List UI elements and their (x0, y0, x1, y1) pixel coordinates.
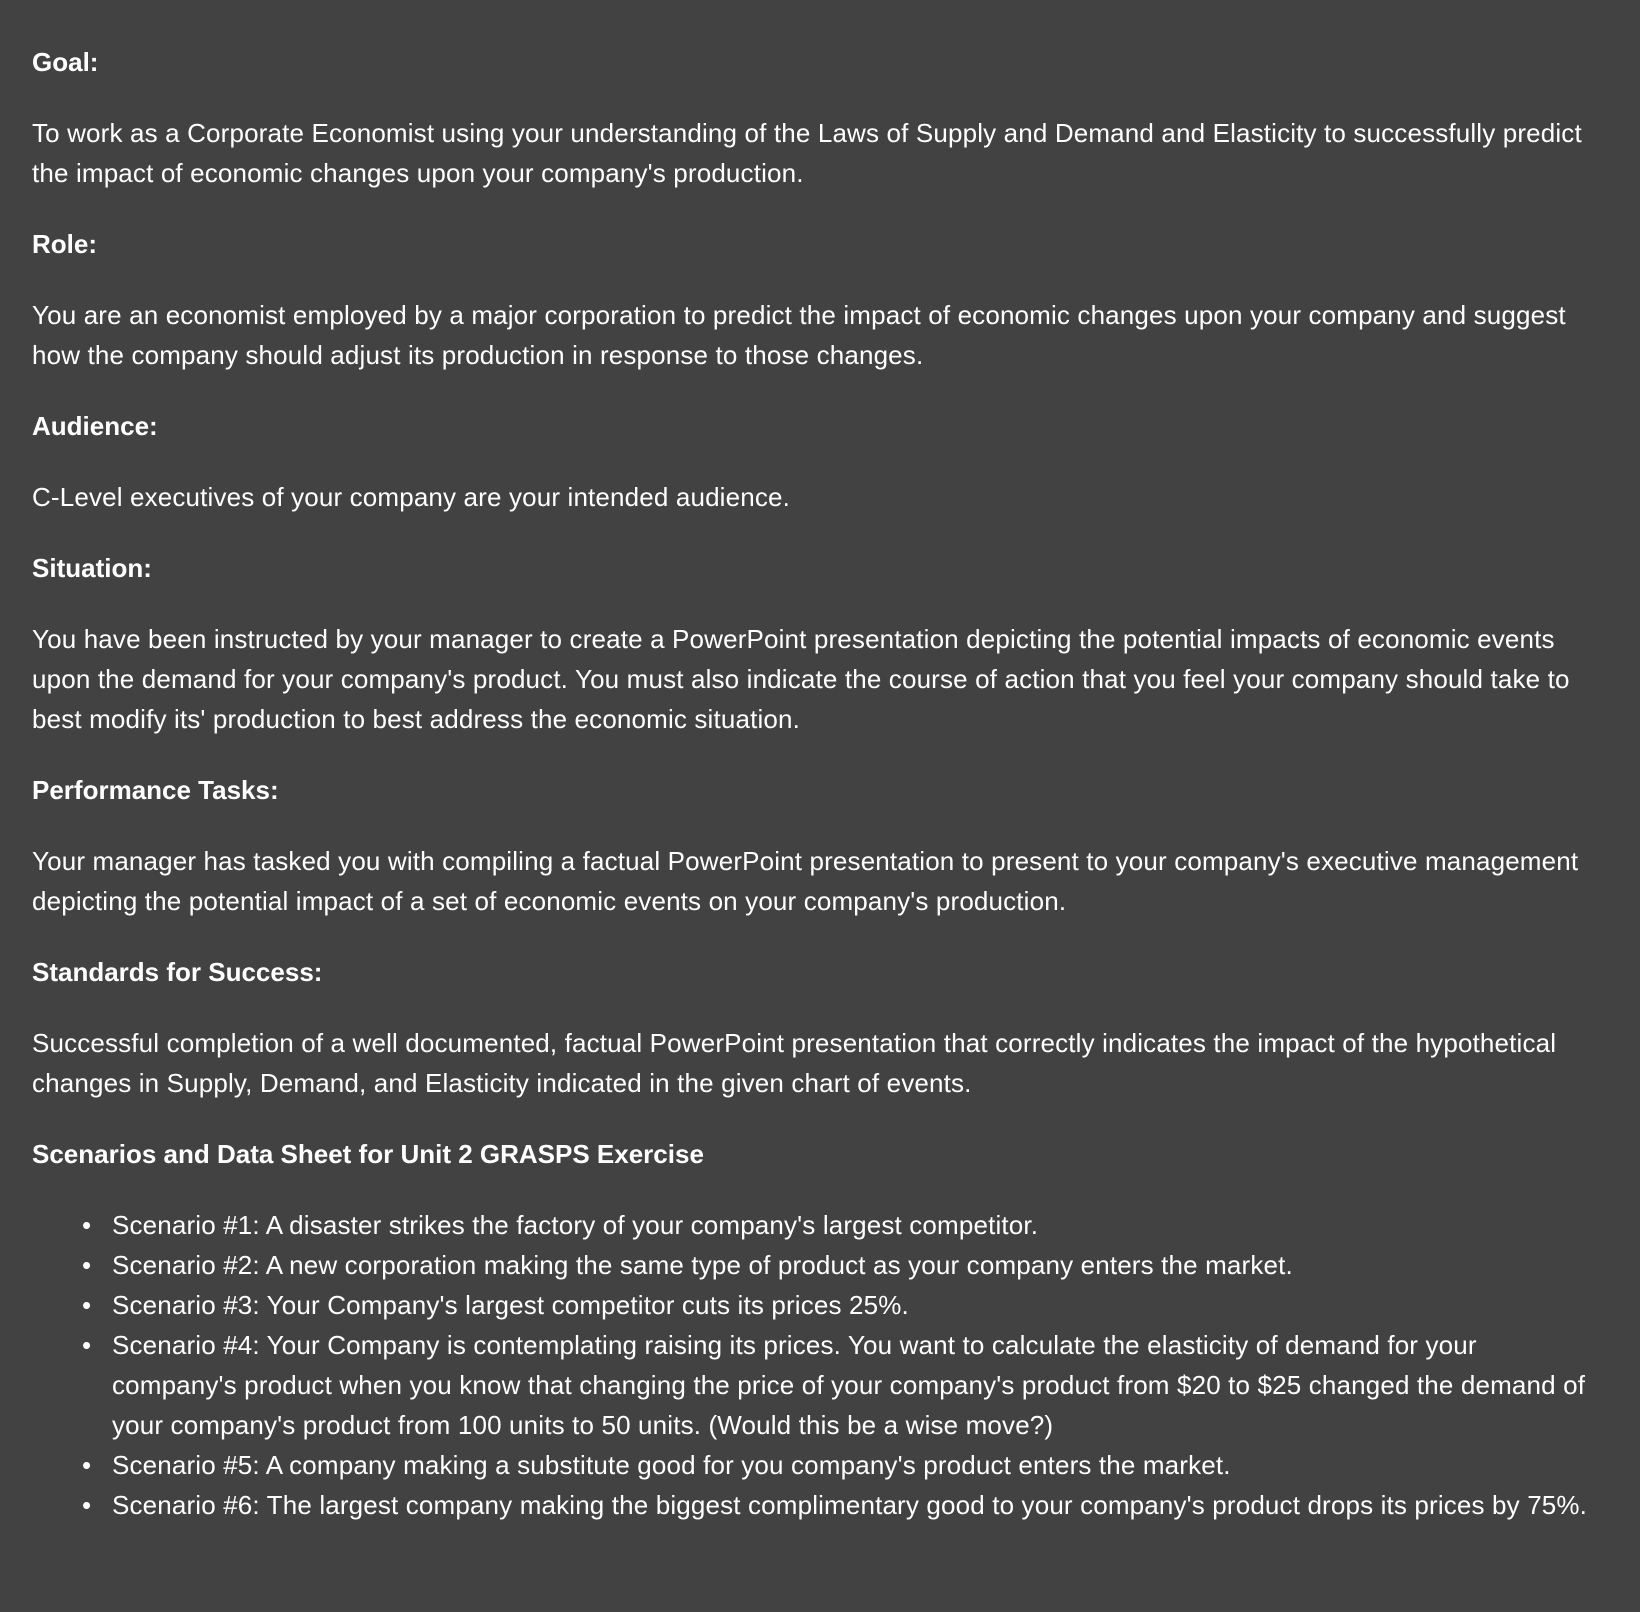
scenario-item (82, 1285, 1608, 1325)
scenario-item (82, 1445, 1608, 1485)
performance-tasks-heading: Performance Tasks: (32, 775, 279, 805)
scenario-text: Scenario #2: A new corporation making the same type of product as your company enters the market. (112, 1250, 1293, 1280)
scenario-text: Scenario #1: A disaster strikes the factory of your company's largest competitor. (112, 1210, 1039, 1240)
situation-heading: Situation: (32, 553, 152, 583)
situation-text: You have been instructed by your manager to create a PowerPoint presentation depicting the potential impacts of economic events upon the demand for your company's product. You must also indicate the course of action that you feel your company should take to best modify its' production to best address the economic situation. (32, 624, 1570, 734)
scenario-text: Scenario #3: Your Company's largest competitor cuts its prices 25%. (112, 1290, 909, 1320)
bullet-icon: • (82, 1210, 92, 1240)
role-text: You are an economist employed by a major corporation to predict the impact of economic changes upon your company and suggest how the company should adjust its production in response to those changes. (32, 300, 1566, 370)
bullet-icon: • (82, 1290, 92, 1320)
bullet-icon: • (82, 1490, 92, 1520)
bullet-icon: • (82, 1450, 92, 1480)
scenario-item (82, 1485, 1608, 1525)
scenario-text: Scenario #5: A company making a substitute good for you company's product enters the market. (112, 1450, 1231, 1480)
role-heading: Role: (32, 229, 97, 259)
scenario-item (82, 1325, 1608, 1445)
scenario-text: Scenario #6: The largest company making the biggest complimentary good to your company's product drops its prices by 75%. (112, 1490, 1588, 1520)
bullet-icon: • (82, 1250, 92, 1280)
audience-heading: Audience: (32, 411, 158, 441)
bullet-icon: • (82, 1330, 92, 1360)
scenario-item (82, 1205, 1608, 1245)
scenario-text: Scenario #4: Your Company is contemplating raising its prices. You want to calculate the elasticity of demand for your company's product when you know that changing the price of your company's product from $20 to $25 changed the demand of your company's product from 100 units to 50 units. (Would this be a wise move?) (112, 1330, 1586, 1440)
standards-text: Successful completion of a well documented, factual PowerPoint presentation that correctly indicates the impact of the hypothetical changes in Supply, Demand, and Elasticity indicated in the given chart of events. (32, 1028, 1557, 1098)
goal-heading: Goal: (32, 47, 99, 77)
standards-heading: Standards for Success: (32, 957, 323, 987)
goal-text: To work as a Corporate Economist using your understanding of the Laws of Supply and Demand and Elasticity to successfully predict the impact of economic changes upon your company's production. (32, 118, 1582, 188)
audience-text: C-Level executives of your company are your intended audience. (32, 482, 790, 512)
scenarios-list (32, 1205, 1608, 1525)
scenario-item (82, 1245, 1608, 1285)
performance-tasks-text: Your manager has tasked you with compiling a factual PowerPoint presentation to present to your company's executive management depicting the potential impact of a set of economic events on your company's production. (32, 846, 1579, 916)
scenarios-heading: Scenarios and Data Sheet for Unit 2 GRASPS Exercise (32, 1139, 704, 1169)
